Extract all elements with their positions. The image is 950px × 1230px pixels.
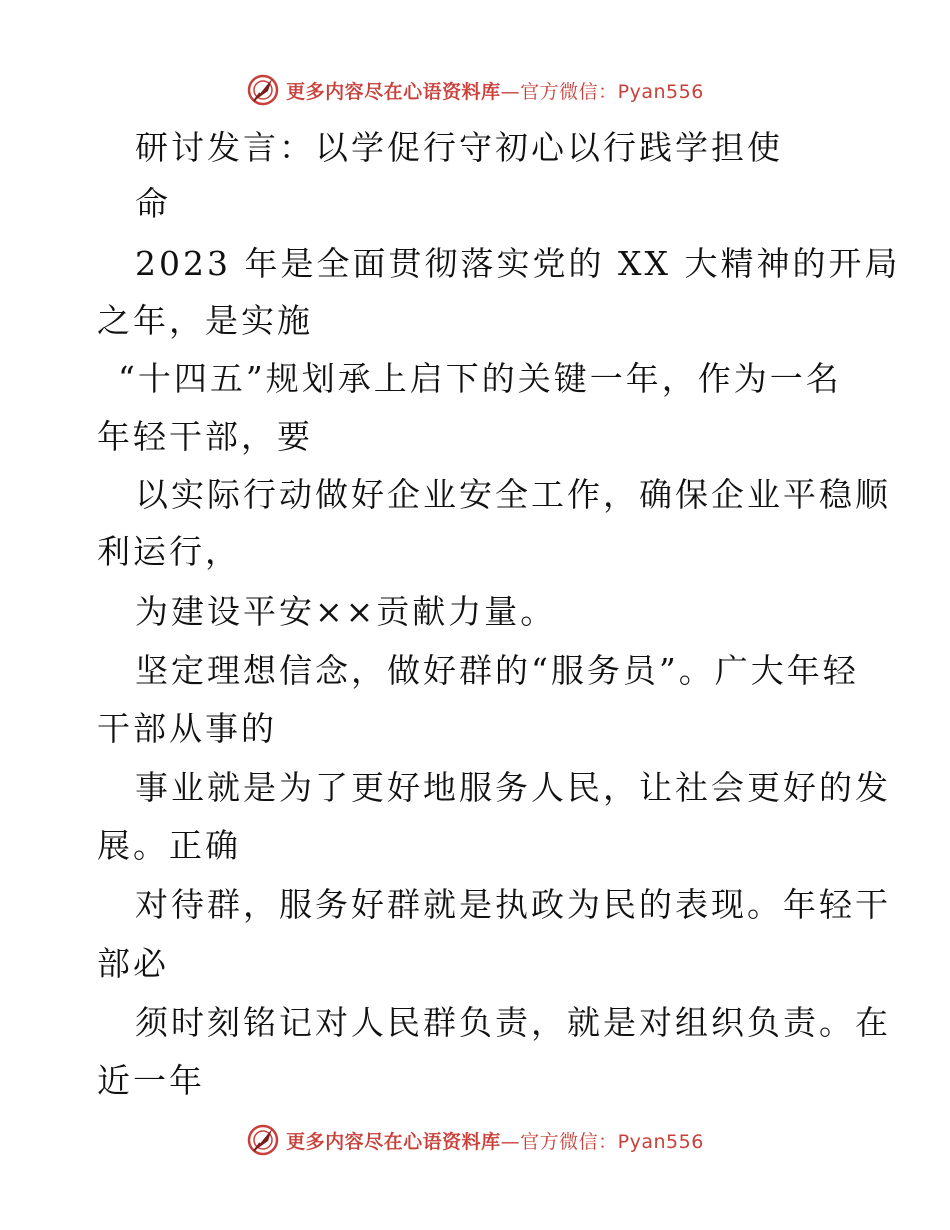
- paragraph-line: 须时刻铭记对人民群负责，就是对组织负责。在: [135, 1003, 891, 1042]
- paragraph-line: 对待群，服务好群就是执政为民的表现。年轻干: [135, 885, 891, 924]
- header-watermark: [0, 70, 950, 110]
- watermark-text: 更多内容尽在心语资料库—官方微信：Pyan556: [286, 1130, 704, 1153]
- title-line-2: 命: [135, 184, 171, 223]
- quill-pen-logo-icon: [246, 1123, 280, 1157]
- paragraph-line: “十四五”规划承上启下的关键一年，作为一名: [118, 359, 842, 398]
- watermark-text: 更多内容尽在心语资料库—官方微信：Pyan556: [286, 80, 704, 103]
- paragraph-line: 近一年: [97, 1061, 205, 1100]
- paragraph-line: 干部从事的: [97, 709, 277, 748]
- paragraph-line: 2023 年是全面贯彻落实党的 XX 大精神的开局: [135, 244, 901, 283]
- paragraph-line: 部必: [97, 944, 169, 983]
- paragraph-line: 之年，是实施: [97, 301, 313, 340]
- paragraph-line: 为建设平安××贡献力量。: [135, 592, 557, 631]
- paragraph-line: 展。正确: [97, 826, 241, 865]
- title-line-1: 研讨发言：以学促行守初心以行践学担使: [135, 128, 783, 167]
- paragraph-line: 事业就是为了更好地服务人民，让社会更好的发: [135, 768, 891, 807]
- paragraph-line: 以实际行动做好企业安全工作，确保企业平稳顺: [135, 475, 891, 514]
- footer-watermark: [0, 1120, 950, 1160]
- quill-pen-logo-icon: [246, 73, 280, 107]
- paragraph-line: 利运行，: [97, 532, 241, 571]
- paragraph-line: 年轻干部，要: [97, 417, 313, 456]
- paragraph-line: 坚定理想信念，做好群的“服务员”。广大年轻: [135, 651, 859, 690]
